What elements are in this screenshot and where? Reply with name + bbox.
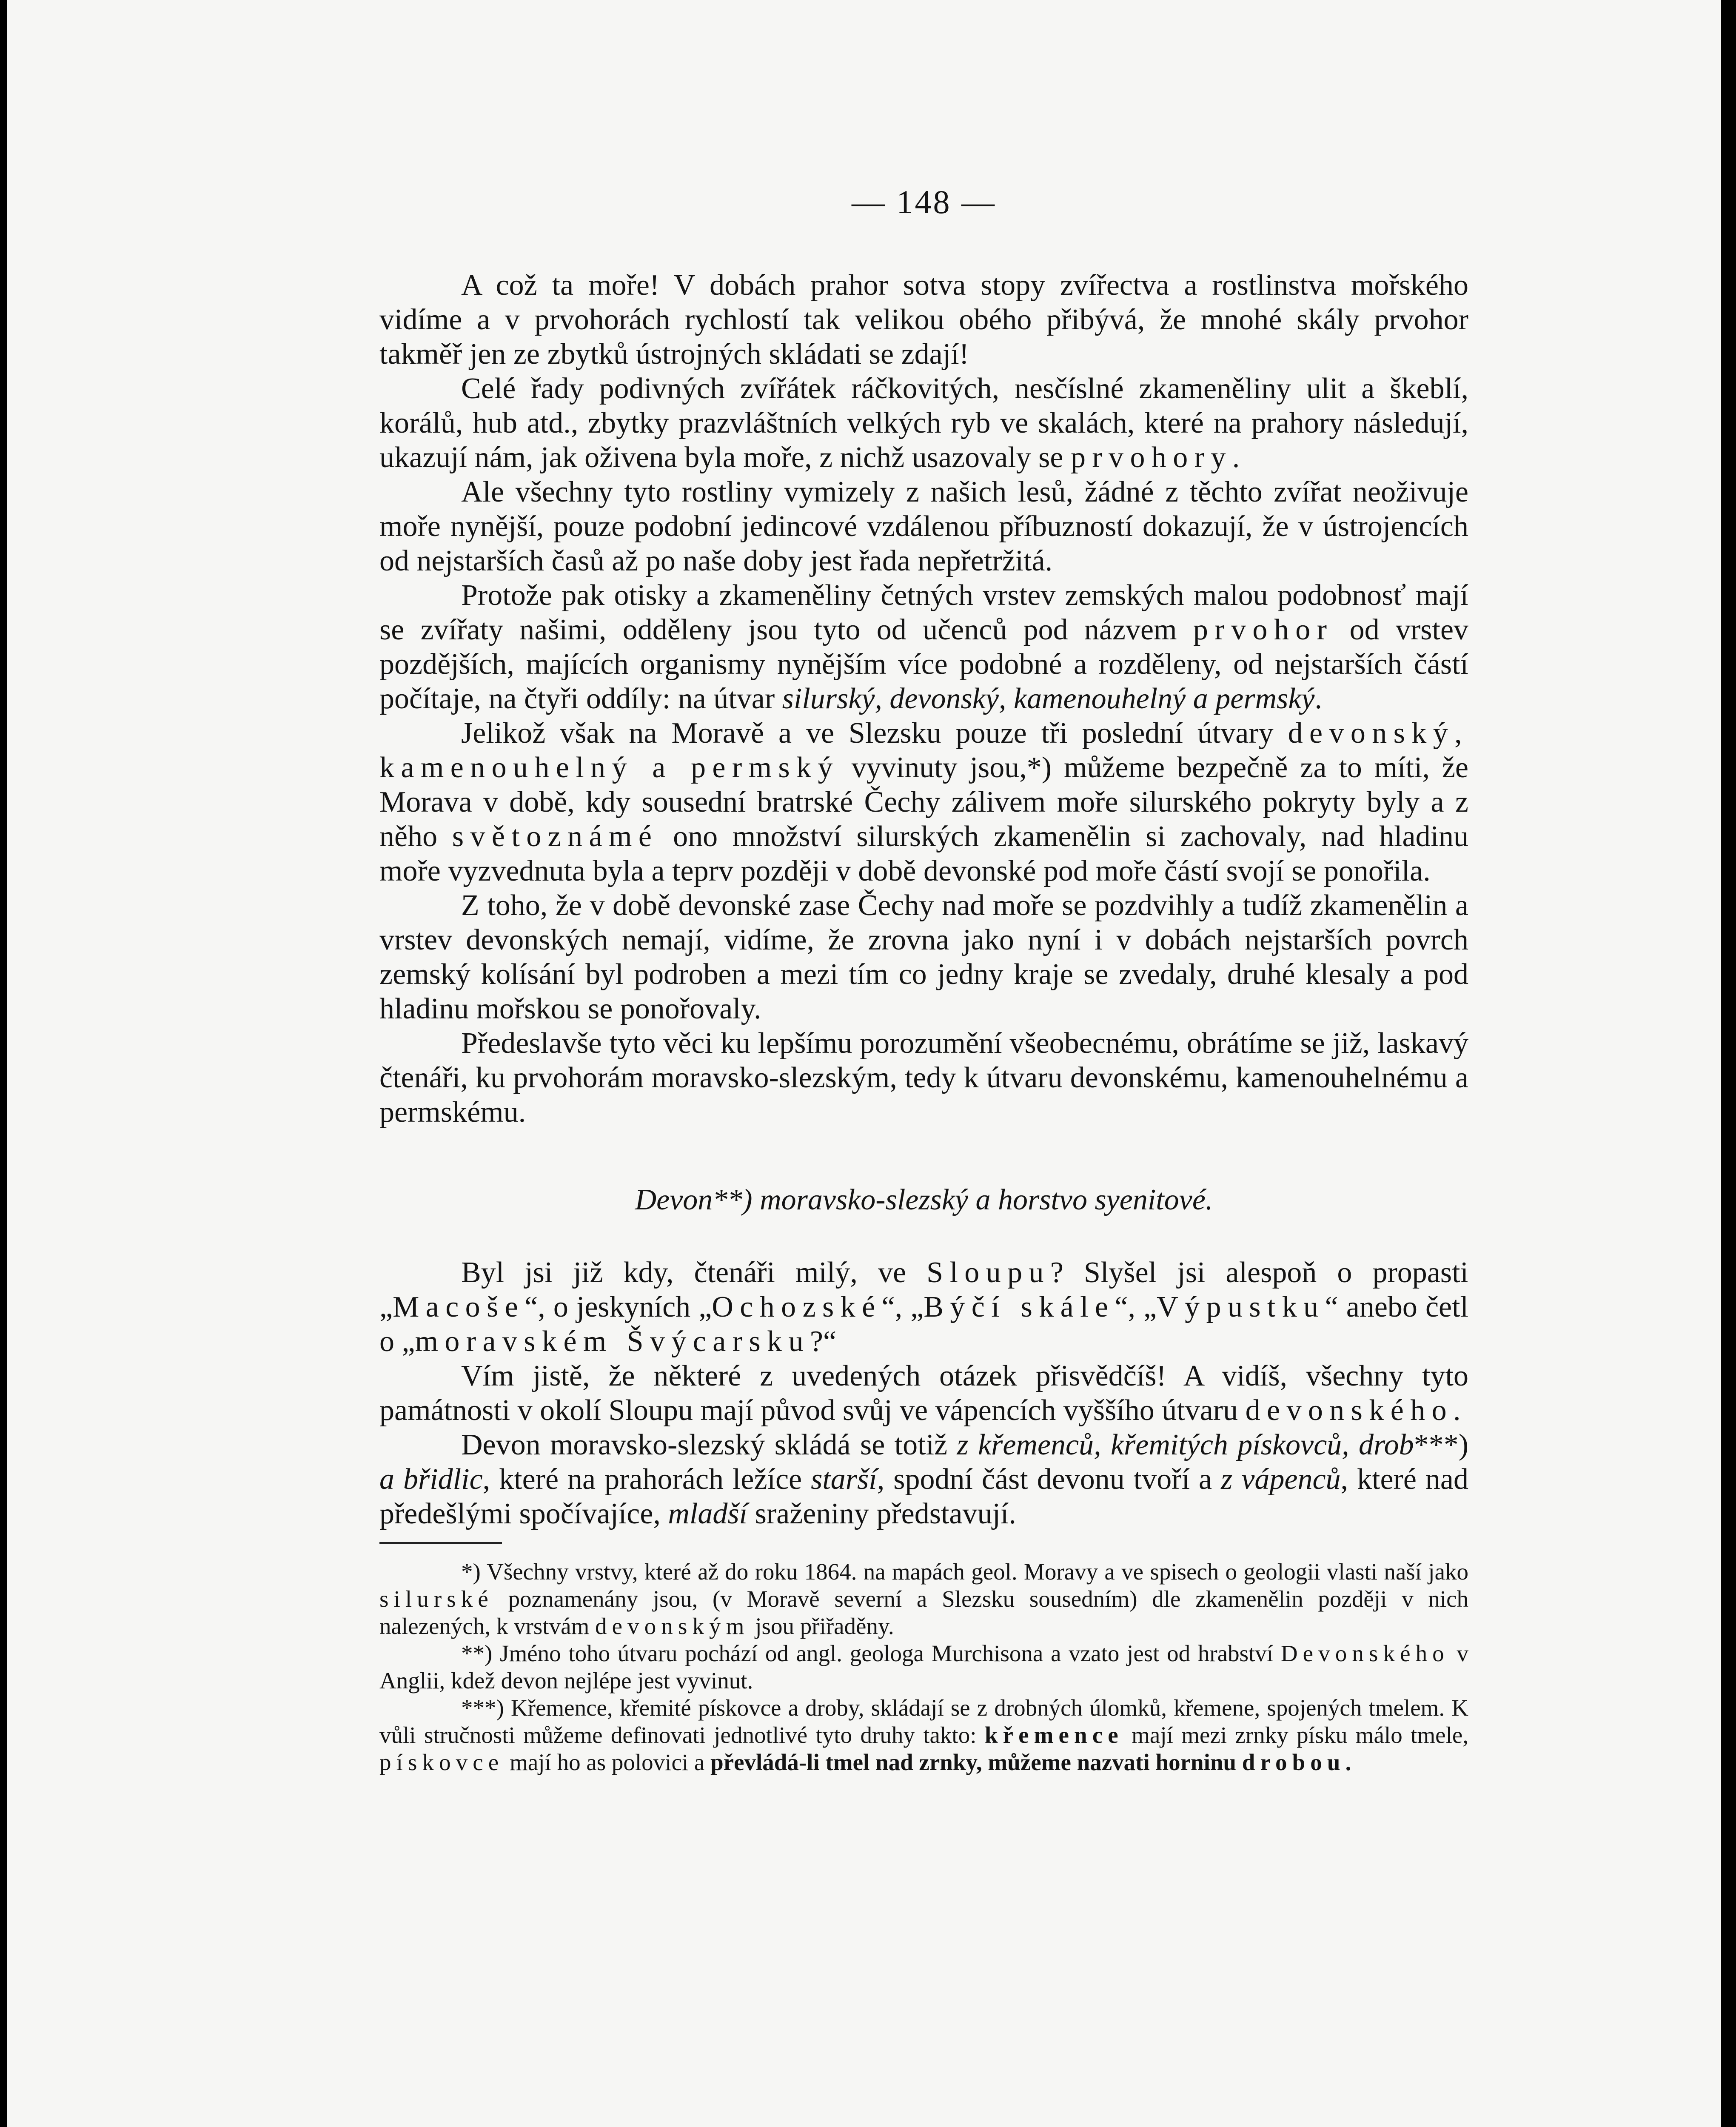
paragraph-moravia — [379, 716, 1468, 888]
paragraph-prvohory — [379, 578, 1468, 716]
text: *) Všechny vrstvy, které až do roku 1864. na mapách geol. Moravy a ve spisech o geologii vlasti naší jako — [461, 1559, 1468, 1585]
text: , které nad předešlými spočívajíce, — [379, 1463, 1468, 1530]
spaced-term: Devonského — [1280, 1640, 1449, 1666]
paragraph-extinct — [379, 475, 1468, 578]
text: “, „ — [881, 1291, 924, 1323]
spaced-term: silurské — [379, 1586, 493, 1612]
spaced-term: moravském Švýcarsku — [415, 1325, 810, 1358]
page-number: — 148 — — [852, 183, 996, 220]
text: , které na prahorách ležíce — [482, 1463, 802, 1496]
text: Vím jistě, že některé z uvedených otázek přisvědčíš! A vidíš, všechny tyto památnosti v okolí Sloupu mají původ svůj ve vápencích vyššího útvaru — [379, 1360, 1468, 1427]
spaced-term: Sloupu — [926, 1256, 1050, 1289]
footnote-ref: ***) — [1414, 1428, 1468, 1461]
text: Byl jsi již kdy, čtenáři milý, ve — [461, 1256, 906, 1289]
section-heading: Devon**) moravsko-slezský a horstvo syenitové. — [635, 1183, 1213, 1216]
spaced-term: Výpustku — [1157, 1291, 1325, 1323]
paragraph-seas — [379, 268, 1468, 371]
spaced-term: Macoše — [393, 1291, 525, 1323]
spaced-term: Ochozské — [712, 1291, 882, 1323]
text: A což ta moře! V dobách prahor sotva stopy zvířectva a rostlinstva mořského vidíme a v prvohorách rychlostí tak velikou obého přibývá, že mnohé skály prvohor takměř jen ze zbytků ústrojných skládati se zdají! — [379, 269, 1468, 371]
text: Protože pak otisky a zkameněliny četných vrstev zemských malou podobnosť mají se zvířaty našimi, odděleny jsou tyto od učenců pod názvem — [379, 579, 1468, 646]
text: . — [1345, 1749, 1351, 1775]
footnote-3 — [379, 1694, 1468, 1776]
italic-term: a břidlic — [379, 1463, 483, 1496]
text: “, „ — [1115, 1291, 1157, 1323]
paragraph-limestone — [379, 1359, 1468, 1428]
spaced-term: devonským — [595, 1613, 750, 1639]
paragraph-sloup — [379, 1255, 1468, 1359]
text: Ale všechny tyto rostliny vymizely z našich lesů, žádné z těchto zvířat neoživuje moře nynější, pouze podobní jedincové vzdálenou příbuzností dokazují, že v ústrojencích od nejstarších časů až po naše doby jest řada nepřetržitá. — [379, 476, 1468, 577]
spaced-term: devonský, kamenouhelný a permský — [379, 717, 1469, 784]
text: . — [1232, 441, 1240, 474]
text: vyvinuty jsou,*) můžeme bezpečně za to míti, že Morava v době, kdy sousední bratrské Čechy zálivem moře silurského pokryty byly a z něho — [379, 751, 1469, 853]
footnote-1 — [379, 1558, 1468, 1640]
text: sraženiny představují. — [755, 1497, 1016, 1530]
italic-term: z vápenců — [1221, 1463, 1341, 1496]
text: od vrstev pozdějších, majících organismy nynějším více podobné a rozděleny, od nejstarších částí počítaje, na čtyři oddíly: na útvar — [379, 613, 1469, 715]
text: . — [1453, 1394, 1461, 1427]
paragraph-fossils — [379, 371, 1468, 475]
text: ?“ — [810, 1325, 837, 1358]
text: Jelikož však na Moravě a ve Slezsku pouze tři poslední útvary — [461, 717, 1274, 750]
footnote-2 — [379, 1640, 1468, 1694]
book-page — [7, 0, 1721, 2127]
footnote-divider — [379, 1542, 502, 1544]
spaced-term: drobou — [1242, 1749, 1345, 1775]
text: poznamenány jsou, (v Moravě severní a Slezsku sousedním) dle zkamenělin později v nich nalezených, k vrstvám — [379, 1586, 1469, 1639]
italic-term: starší — [811, 1463, 877, 1496]
italic-term: mladší — [668, 1497, 748, 1530]
paragraph-devon-composition — [379, 1428, 1468, 1531]
spaced-term: devonského — [1245, 1394, 1453, 1427]
text: Celé řady podivných zvířátek ráčkovitých, nesčíslné zkameněliny ulit a škeblí, korálů, hub atd., zbytky prazvláštních velkých ryb ve skalách, které na prahory následují, ukazují nám, jak oživena byla moře, z nichž usazovaly se — [379, 372, 1468, 474]
text: “, o jeskyních „ — [525, 1291, 712, 1323]
text: “ anebo četl o „ — [379, 1291, 1469, 1358]
spaced-term: prvohor — [1193, 613, 1334, 646]
bold-text: převládá-li tmel nad zrnky, můžeme nazvati horninu — [710, 1749, 1237, 1775]
spaced-term: prvohory — [1070, 441, 1232, 474]
spaced-term: Býčí skále — [924, 1291, 1115, 1323]
spaced-term: pískovce — [379, 1749, 504, 1775]
text: , spodní část devonu tvoří a — [877, 1463, 1212, 1496]
spaced-term: křemence — [984, 1722, 1123, 1748]
text: **) Jméno toho útvaru pochází od angl. geologa Murchisona a vzato jest od hrabství — [461, 1640, 1274, 1666]
text: ***) Křemence, křemité pískovce a droby, skládají se z drobných úlomků, křemene, spojených tmelem. K vůli stručnosti můžeme definovati jednotlivé tyto druhy takto: — [379, 1695, 1468, 1748]
text: Předeslavše tyto věci ku lepšímu porozumění všeobecnému, obrátíme se již, laskavý čtenáři, ku prvohorám moravsko-slezským, tedy k útvaru devonskému, kamenouhelnému a permskému. — [379, 1027, 1468, 1129]
text: ono množství silurských zkamenělin si zachovaly, nad hladinu moře vyzvednuta byla a teprv později v době devonské pod moře částí svojí se ponořila. — [379, 820, 1469, 887]
text: mají ho as polovici a — [510, 1749, 705, 1775]
text: ? Slyšel jsi alespoň o propasti „ — [379, 1256, 1469, 1323]
italic-term: z křemenců, křemitých pískovců, drob — [957, 1428, 1414, 1461]
text: v Anglii, kdež devon nejlépe jest vyvinut. — [379, 1640, 1469, 1694]
text: Z toho, že v době devonské zase Čechy nad moře se pozdvihly a tudíž zkamenělin a vrstev devonských nemají, vidíme, že zrovna jako nyní i v dobách nejstarších povrch zemský kolísání byl podroben a mezi tím co jedny kraje se zvedaly, druhé klesaly a pod hladinu mořskou se ponořovaly. — [379, 889, 1468, 1025]
paragraph-transition — [379, 1026, 1468, 1129]
italic-term: silurský, devonský, kamenouhelný a permský — [782, 682, 1315, 715]
text: mají mezi zrnky písku málo tmele, — [1132, 1722, 1469, 1748]
text: jsou přiřaděny. — [755, 1613, 894, 1639]
text-column — [379, 268, 1468, 1776]
paragraph-bohemia — [379, 888, 1468, 1026]
text: . — [1314, 682, 1322, 715]
text: Devon moravsko-slezský skládá se totiž — [461, 1428, 948, 1461]
spaced-term: světoznámé — [452, 820, 658, 853]
